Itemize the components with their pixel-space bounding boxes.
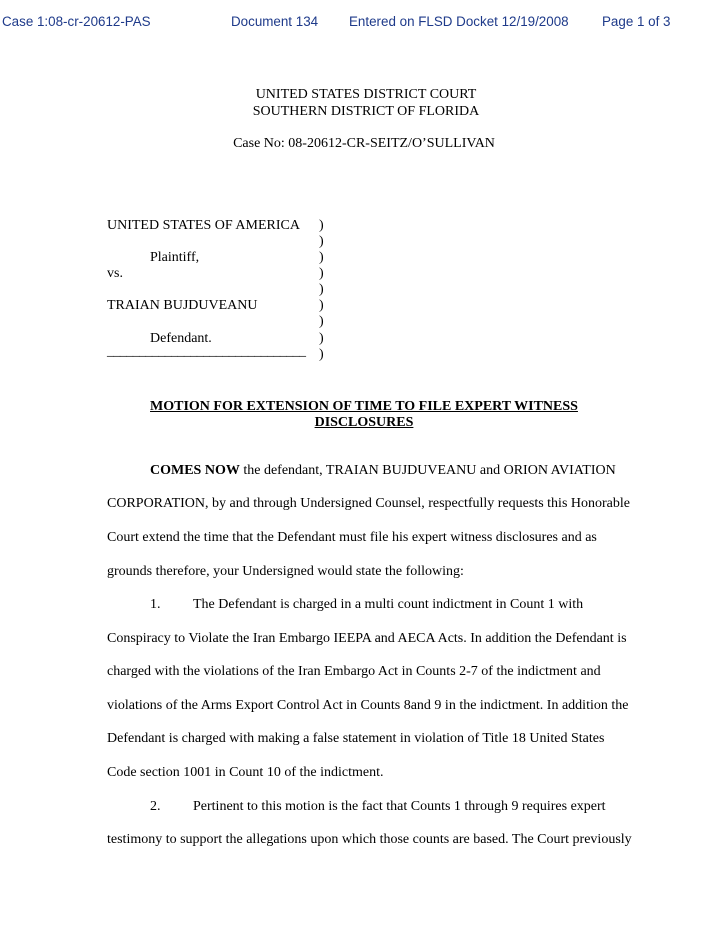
versus-label: vs. xyxy=(107,266,123,281)
caption-paren: ) xyxy=(319,266,324,281)
defendant-name: TRAIAN BUJDUVEANU xyxy=(107,298,258,313)
caption-paren: ) xyxy=(319,314,324,329)
intro-line-1-text: the defendant, TRAIAN BUJDUVEANU and ORION AVIATION xyxy=(239,463,616,478)
intro-line-4: grounds therefore, your Undersigned would state the following: xyxy=(107,564,464,579)
caption-paren: ) xyxy=(319,234,324,249)
docket-entered-date: Entered on FLSD Docket 12/19/2008 xyxy=(349,14,569,29)
caption-paren: ) xyxy=(319,331,324,346)
plaintiff-name: UNITED STATES OF AMERICA xyxy=(107,218,300,233)
motion-title-line1: MOTION FOR EXTENSION OF TIME TO FILE EXPERT WITNESS xyxy=(150,399,578,414)
paragraph-2-number: 2. xyxy=(150,799,161,814)
caption-paren: ) xyxy=(319,218,324,233)
docket-document-number: Document 134 xyxy=(231,14,319,29)
comes-now-label: COMES NOW xyxy=(150,463,240,478)
paragraph-2-line-2: testimony to support the allegations upon which those counts are based. The Court previously xyxy=(107,832,632,847)
court-district: SOUTHERN DISTRICT OF FLORIDA xyxy=(252,104,480,119)
paragraph-1-line-1: The Defendant is charged in a multi count indictment in Count 1 with xyxy=(193,597,584,612)
paragraph-2-line-1: Pertinent to this motion is the fact that Counts 1 through 9 requires expert xyxy=(193,799,606,814)
caption-rule: _______________________________ xyxy=(107,344,306,359)
caption-paren: ) xyxy=(319,298,324,313)
intro-line-3: Court extend the time that the Defendant must file his expert witness disclosures and as xyxy=(107,530,597,545)
paragraph-1-line-3: charged with the violations of the Iran Embargo Act in Counts 2-7 of the indictment and xyxy=(107,664,601,679)
paragraph-1-number: 1. xyxy=(150,597,161,612)
caption-paren: ) xyxy=(319,282,324,297)
court-name: UNITED STATES DISTRICT COURT xyxy=(255,87,477,102)
plaintiff-role: Plaintiff, xyxy=(150,250,200,265)
caption-paren: ) xyxy=(319,250,324,265)
docket-page-number: Page 1 of 3 xyxy=(602,14,671,29)
paragraph-1-line-2: Conspiracy to Violate the Iran Embargo IEEPA and AECA Acts. In addition the Defendant is xyxy=(107,631,627,646)
motion-title-line2: DISCLOSURES xyxy=(314,415,414,430)
paragraph-1-line-5: Defendant is charged with making a false statement in violation of Title 18 United States xyxy=(107,731,605,746)
paragraph-1-line-4: violations of the Arms Export Control Act in Counts 8and 9 in the indictment. In addition the xyxy=(107,698,629,713)
case-number-line: Case No: 08-20612-CR-SEITZ/O’SULLIVAN xyxy=(233,136,495,151)
defendant-role: Defendant. xyxy=(150,331,212,346)
caption-paren: ) xyxy=(319,347,324,362)
intro-line-2: CORPORATION, by and through Undersigned Counsel, respectfully requests this Honorable xyxy=(107,496,630,511)
docket-case-number: Case 1:08-cr-20612-PAS xyxy=(2,14,151,29)
intro-line-1 xyxy=(150,463,616,479)
paragraph-1-line-6: Code section 1001 in Count 10 of the indictment. xyxy=(107,765,384,780)
